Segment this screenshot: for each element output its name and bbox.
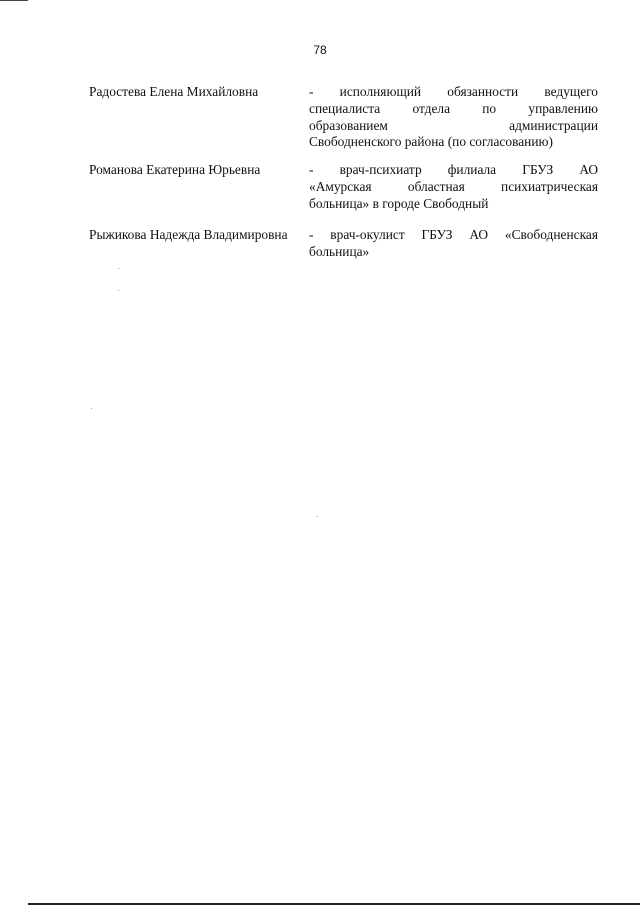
person-role	[309, 227, 598, 261]
person-name: Рыжикова Надежда Владимировна	[89, 227, 288, 242]
scan-edge-top	[0, 0, 28, 1]
role-line: - исполняющий обязанности ведущего	[309, 84, 598, 99]
role-line: образованием администрации	[309, 117, 598, 133]
scan-speck	[118, 290, 119, 291]
person-role	[309, 162, 598, 212]
role-line: специалиста отдела по управлению	[309, 100, 598, 116]
scan-speck	[317, 516, 318, 517]
role-line: больница» в городе Свободный	[309, 195, 489, 211]
person-role	[309, 84, 598, 151]
role-line: - врач-окулист ГБУЗ АО «Свободненская	[309, 227, 598, 242]
person-name: Радостева Елена Михайловна	[89, 84, 259, 99]
role-line: «Амурская областная психиатрическая	[309, 178, 598, 194]
scan-speck	[118, 268, 119, 269]
person-name: Романова Екатерина Юрьевна	[89, 162, 261, 177]
role-line: - врач-психиатр филиала ГБУЗ АО	[309, 162, 598, 177]
page-number: 78	[313, 43, 327, 57]
role-line: больница»	[309, 243, 370, 259]
scan-speck	[91, 408, 92, 409]
role-line: Свободненского района (по согласованию)	[309, 134, 553, 150]
